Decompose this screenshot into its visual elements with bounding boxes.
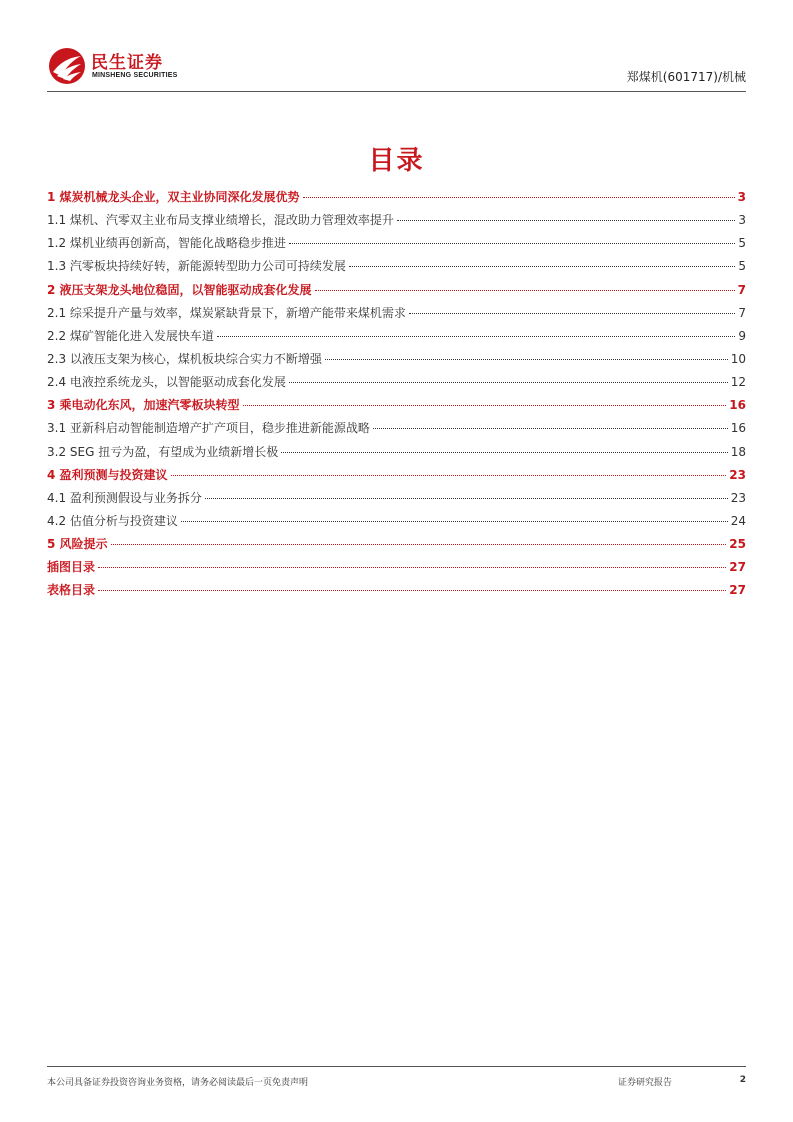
toc-leader-dots: [289, 382, 728, 383]
toc-leader-dots: [303, 197, 735, 198]
toc-entry-page: 10: [730, 351, 746, 366]
toc-entry-page: 23: [730, 490, 746, 505]
toc-entry-section[interactable]: [47, 419, 746, 442]
toc-entry-page: 16: [730, 421, 746, 436]
toc-entry-page: 3: [738, 213, 746, 228]
toc-entry-title: 1 煤炭机械龙头企业，双主业协同深化发展优势: [47, 190, 300, 204]
toc-entry-page: 3: [737, 190, 746, 204]
toc-entry-page: 12: [730, 375, 746, 390]
toc-entry-title: 2.1 综采提升产量与效率，煤炭紧缺背景下，新增产能带来煤机需求: [47, 305, 406, 320]
toc-leader-dots: [397, 220, 735, 221]
toc-leader-dots: [217, 336, 735, 337]
toc-leader-dots: [181, 521, 728, 522]
toc-leader-dots: [281, 452, 728, 453]
toc-leader-dots: [349, 266, 735, 267]
toc-entry-page: 23: [729, 467, 746, 482]
toc-leader-dots: [171, 475, 727, 476]
toc-entry-section[interactable]: [47, 234, 746, 257]
toc-entry-title: 4.2 估值分析与投资建议: [47, 513, 178, 528]
toc-entry-page: 5: [738, 236, 746, 251]
toc-entry-section[interactable]: [47, 327, 746, 350]
table-of-contents: [47, 188, 746, 605]
minsheng-logo: [47, 46, 197, 86]
toc-entry-chapter[interactable]: [47, 581, 746, 604]
toc-entry-section[interactable]: [47, 257, 746, 280]
toc-entry-title: 5 风险提示: [47, 537, 108, 552]
toc-entry-page: 7: [738, 305, 746, 320]
toc-title: 目录: [368, 146, 425, 176]
toc-entry-title: 3.2 SEG 扭亏为盈，有望成为业绩新增长极: [47, 444, 279, 459]
toc-entry-title: 2.4 电液控系统龙头，以智能驱动成套化发展: [47, 375, 286, 390]
toc-leader-dots: [205, 498, 728, 499]
toc-entry-chapter[interactable]: [47, 535, 746, 558]
toc-entry-title: 表格目录: [47, 583, 96, 598]
toc-leader-dots: [111, 544, 727, 545]
toc-entry-title: 3 乘电动化东风，加速汽零板块转型: [47, 398, 240, 413]
toc-entry-section[interactable]: [47, 443, 746, 466]
toc-entry-title: 插图目录: [47, 560, 96, 575]
toc-entry-chapter[interactable]: [47, 396, 746, 419]
toc-entry-chapter[interactable]: [47, 188, 746, 211]
toc-leader-dots: [409, 313, 735, 314]
page-footer: [47, 1066, 746, 1096]
toc-entry-title: 2 液压支架龙头地位稳固，以智能驱动成套化发展: [47, 282, 312, 297]
toc-entry-page: 27: [729, 560, 746, 575]
toc-entry-page: 25: [729, 537, 746, 552]
toc-leader-dots: [325, 359, 728, 360]
footer-doc-type: 证券研究报告: [618, 1078, 673, 1088]
toc-entry-title: 1.2 煤机业绩再创新高，智能化战略稳步推进: [47, 236, 286, 251]
toc-entry-page: 7: [737, 282, 746, 297]
toc-entry-title: 1.1 煤机、汽零双主业布局支撑业绩增长，混改助力管理效率提升: [47, 213, 394, 228]
toc-entry-page: 9: [738, 328, 746, 343]
toc-entry-section[interactable]: [47, 373, 746, 396]
toc-entry-title: 4 盈利预测与投资建议: [47, 467, 168, 482]
toc-entry-title: 4.1 盈利预测假设与业务拆分: [47, 490, 202, 505]
toc-entry-title: 3.1 亚新科启动智能制造增产扩产项目，稳步推进新能源战略: [47, 421, 370, 436]
toc-entry-section[interactable]: [47, 512, 746, 535]
report-tag: 郑煤机(601717)/机械: [626, 70, 746, 84]
toc-entry-page: 27: [729, 583, 746, 598]
toc-leader-dots: [289, 243, 735, 244]
toc-leader-dots: [373, 428, 728, 429]
toc-leader-dots: [98, 590, 726, 591]
toc-entry-section[interactable]: [47, 211, 746, 234]
toc-entry-page: 24: [730, 513, 746, 528]
toc-leader-dots: [315, 290, 735, 291]
toc-entry-title: 2.2 煤矿智能化进入发展快车道: [47, 328, 214, 343]
toc-entry-chapter[interactable]: [47, 466, 746, 489]
toc-entry-page: 5: [738, 259, 746, 274]
toc-entry-chapter[interactable]: [47, 281, 746, 304]
toc-entry-title: 1.3 汽零板块持续好转，新能源转型助力公司可持续发展: [47, 259, 346, 274]
toc-entry-section[interactable]: [47, 489, 746, 512]
toc-entry-chapter[interactable]: [47, 558, 746, 581]
toc-leader-dots: [243, 405, 727, 406]
toc-entry-page: 18: [730, 444, 746, 459]
page-header: [47, 40, 746, 92]
logo-chinese-name: 民生证券: [91, 53, 163, 73]
minsheng-logo-icon: [47, 46, 87, 86]
toc-entry-page: 16: [729, 398, 746, 413]
logo-english-name: MINSHENG SECURITIES: [92, 72, 178, 79]
toc-entry-title: 2.3 以液压支架为核心，煤机板块综合实力不断增强: [47, 351, 322, 366]
footer-disclaimer: 本公司具备证券投资咨询业务资格，请务必阅读最后一页免责声明: [47, 1078, 309, 1088]
toc-leader-dots: [98, 567, 726, 568]
toc-entry-section[interactable]: [47, 304, 746, 327]
toc-entry-section[interactable]: [47, 350, 746, 373]
page-number: 2: [739, 1075, 746, 1085]
